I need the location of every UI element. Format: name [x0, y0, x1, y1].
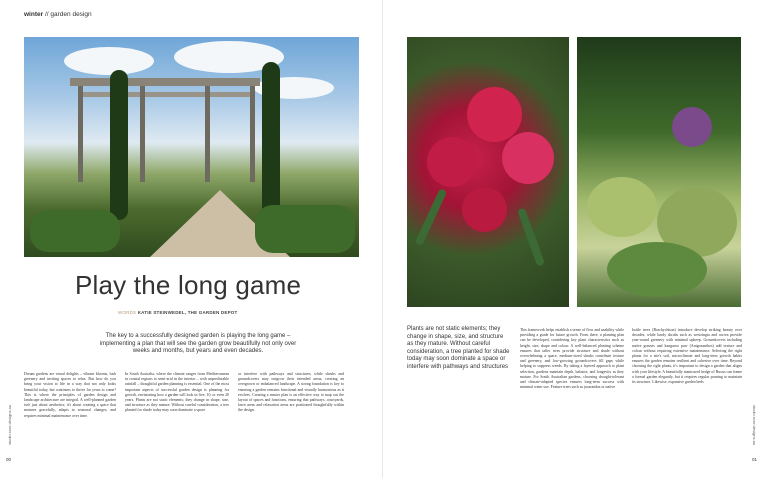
body-column-2: In South Australia, where the climate ranges from Mediterranean in coastal regions to semi-arid in the interior – with unpredictable rainfall – thoughtful garden planning is essential. One of the most important aspects of successful garden design is planning for growth, envisioning how a garden will look in five, 10, or even 20 years. Plants are not static elements; they change in shape, size, and structure as they mature. Without careful consideration, a tree planted for shade today may soon dominate a space: [125, 372, 229, 413]
hedge-shrub: [255, 205, 355, 253]
pergola-beam: [70, 78, 260, 86]
body-column-4: This framework helps establish a sense of flow and usability while providing a guide for future growth. From there, a planting plan can be developed, considering key plant characteristics such as height, size, shape and colour. A well-balanced planting scheme ensures that taller trees provide structure and shade without overwhelming a space, medium-sized shrubs contribute texture and greenery, and low-growing groundcovers fill gaps while helping to suppress weeds. By taking a layered approach to plant selection, gardens maintain depth, balance, and longevity as they mature. For South Australian gardens, choosing drought-tolerant and climate-adapted species ensures long-term success with minimal water use. Feature trees such as jacarandas or native: [520, 328, 624, 390]
section-header: [24, 11, 92, 18]
flower-bloom: [467, 87, 522, 142]
flower-bloom: [462, 187, 507, 232]
page-number: 00: [6, 457, 12, 462]
pergola-post: [78, 86, 83, 182]
topiary-tree: [110, 70, 128, 220]
section-topic: garden design: [50, 11, 92, 18]
body-column-5: bottle trees (Brachychiton) introduce develop striking beauty over decades, while hardy shrubs such as westringia and correa provide year-round greenery with minimal upkeep. Groundcovers including native grasses and kangaroo paw (Anigozanthos) add texture and colour without requiring extensive maintenance. Selecting the right plants for a site's soil, microclimate and long-term growth habits ensures the garden remains resilient and cohesive over time. Beyond choosing the right plants, it's important to design a garden that aligns with your lifestyle. A beautifully manicured hedge of Buxus can frame a formal garden elegantly, but it requires regular pruning to maintain its structure. Likewise, expansive garden beds: [632, 328, 742, 385]
fern-shrub: [587, 177, 657, 237]
photo-credit: studio.rose.designs.au: [752, 405, 757, 446]
flower-bloom: [502, 132, 554, 184]
hedge-shrub: [30, 210, 120, 252]
page-number: 01: [752, 457, 758, 462]
byline-prefix: WORDS: [118, 310, 137, 315]
leaf-shape: [415, 188, 448, 246]
waratah-flower-photo: [407, 37, 569, 307]
byline: [118, 310, 237, 315]
left-page: [0, 0, 382, 478]
pergola-post: [205, 86, 210, 182]
flower-bloom: [427, 137, 477, 187]
section-name: winter: [24, 11, 44, 18]
pergola-post: [140, 86, 145, 182]
pull-quote: Plants are not static elements; they change in shape, size, and structure as they mature. Without careful consideration, a tree planted for shade today may soon dominate a space or interfere with pathways and structures: [407, 326, 510, 370]
pergola-beam: [78, 92, 253, 97]
photo-credit: studio.rose.designs.au: [7, 404, 12, 445]
intro-paragraph: The key to a successfully designed garden is playing the long game – implementing a plan that will see the garden grow beautifully not only over weeks and months, but years and even decades.: [99, 333, 297, 355]
leaf-shape: [517, 207, 545, 266]
purple-foliage: [672, 107, 712, 147]
article-title: Play the long game: [75, 270, 302, 300]
pergola-post: [250, 86, 255, 182]
body-column-3: or interfere with pathways and structures, while shrubs and groundcovers may outgrow their intended areas, creating an overgrown or imbalanced landscape. A strong foundation is key to ensuring a garden remains functional and visually harmonious as it evolves. Creating a master plan is an effective way to map out the layout of spaces and functions, ensuring that pathways, courtyards, lawn areas and relaxation areas are positioned thoughtfully within the design.: [238, 372, 344, 413]
body-column-1: Dream gardens are visual delights – vibrant blooms, lush greenery and inviting spaces to relax. But how do you bring your vision to life in a way that not only looks beautiful today, but continues to thrive for years to come? This is where the principles of garden design and landscape architecture are integral. A well-planned garden isn't just about aesthetics; it's about creating a space that matures gracefully, adapts to seasonal changes, and requires minimal maintenance over time.: [24, 372, 116, 418]
fern-shrub: [607, 242, 707, 297]
author-name: KATIE STEINWEDEL, THE GARDEN DEPOT: [137, 310, 238, 315]
cloud-shape: [64, 47, 154, 75]
header-separator: //: [44, 11, 49, 18]
topiary-tree: [262, 62, 280, 222]
layered-shrubs-photo: [577, 37, 741, 307]
